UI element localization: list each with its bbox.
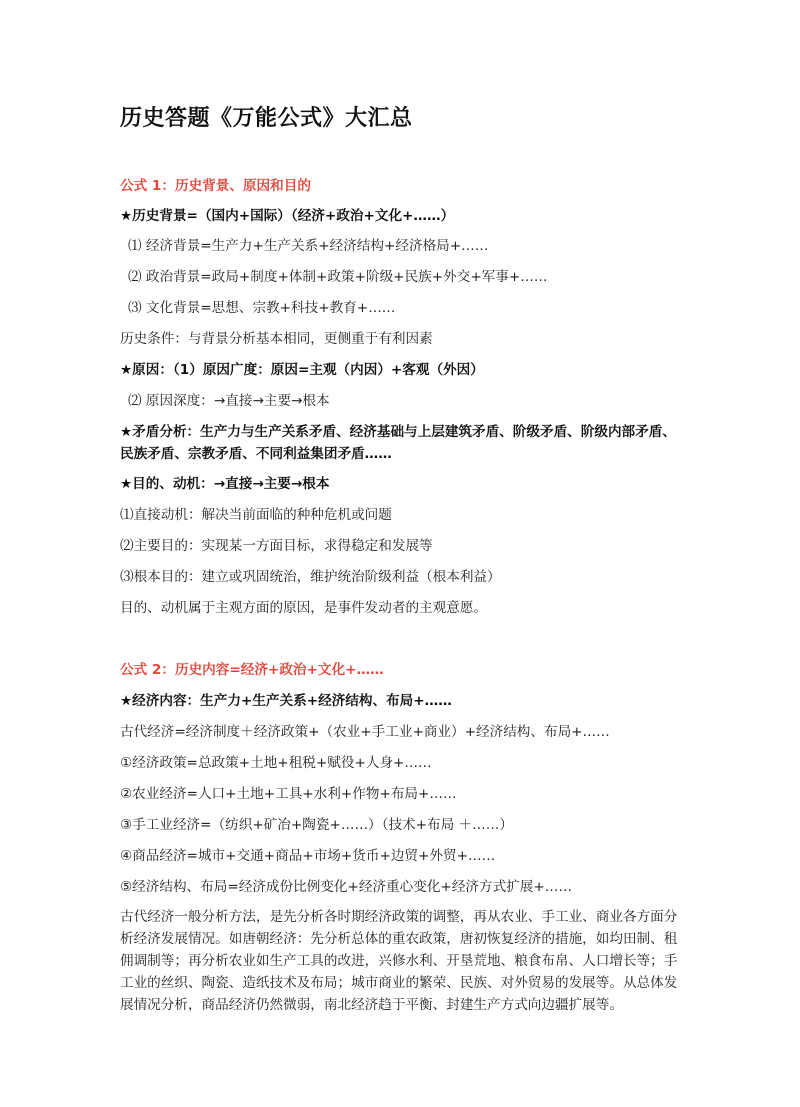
handicraft-item: ③手工业经济=（纺织+矿冶+陶瓷+……）（技术+布局 ＋……） <box>120 817 513 833</box>
purpose-note: 目的、动机属于主观方面的原因，是事件发动者的主观意愿。 <box>120 600 488 616</box>
page-title: 历史答题《万能公式》大汇总 <box>120 106 413 131</box>
historical-conditions: 历史条件：与背景分析基本相同，更侧重于有利因素 <box>120 331 433 347</box>
cause-depth-item: ⑵ 原因深度：→直接→主要→根本 <box>128 393 330 409</box>
direct-motive-item: ⑴直接动机：解决当前面临的种种危机或问题 <box>120 507 392 523</box>
economic-background-item: ⑴ 经济背景=生产力+生产关系+经济结构+经济格局+…… <box>128 238 489 254</box>
formula1-heading: 公式 1：历史背景、原因和目的 <box>120 178 311 194</box>
cause-heading: ★原因：（1）原因广度：原因=主观（内因）+客观（外因） <box>120 362 484 378</box>
agriculture-item: ②农业经济=人口+土地+工具+水利+作物+布局+…… <box>120 786 457 802</box>
cultural-background-item: ⑶ 文化背景=思想、宗教+科技+教育+…… <box>128 300 396 316</box>
analysis-method-paragraph: 古代经济一般分析方法，是先分析各时期经济政策的调整，再从农业、手工业、商业各方面分析经济发展情况。如唐朝经济：先分析总体的重农政策，唐初恢复经济的措施，如均田制、租佣调制等；再分析农业如生产工具的改进，兴修水利、开垦荒地、粮食布帛、人口增长等；手工业的丝织、陶瓷、造纸技术及布局；城市商业的繁荣、民族、对外贸易的发展等。从总体发展情况分析，商品经济仍然微弱，南北经济趋于平衡、封建生产方式向边疆扩展等。 <box>120 909 678 1013</box>
economic-policy-item: ①经济政策=总政策+土地+租税+赋役+人身+…… <box>120 755 432 771</box>
background-heading: ★历史背景=（国内+国际）（经济+政治+文化+……） <box>120 208 455 224</box>
ancient-economy-formula: 古代经济=经济制度＋经济政策+（农业+手工业+商业）+经济结构、布局+…… <box>120 724 610 740</box>
fundamental-purpose-item: ⑶根本目的：建立或巩固统治，维护统治阶级利益（根本利益） <box>120 569 501 585</box>
economic-content-heading: ★经济内容：生产力+生产关系+经济结构、布局+…… <box>120 693 452 709</box>
purpose-heading: ★目的、动机：→直接→主要→根本 <box>120 476 330 492</box>
contradiction-analysis: ★矛盾分析：生产力与生产关系矛盾、经济基础与上层建筑矛盾、阶级矛盾、阶级内部矛盾、民族矛盾、宗教矛盾、不同利益集团矛盾…… <box>120 424 676 462</box>
economic-structure-item: ⑤经济结构、布局=经济成份比例变化+经济重心变化+经济方式扩展+…… <box>120 879 572 895</box>
main-purpose-item: ⑵主要目的：实现某一方面目标，求得稳定和发展等 <box>120 538 433 554</box>
commodity-economy-item: ④商品经济=城市+交通+商品+市场+货币+边贸+外贸+…… <box>120 848 496 864</box>
formula2-heading: 公式 2：历史内容=经济+政治+文化+…… <box>120 662 384 678</box>
political-background-item: ⑵ 政治背景=政局+制度+体制+政策+阶级+民族+外交+军事+…… <box>128 269 548 285</box>
